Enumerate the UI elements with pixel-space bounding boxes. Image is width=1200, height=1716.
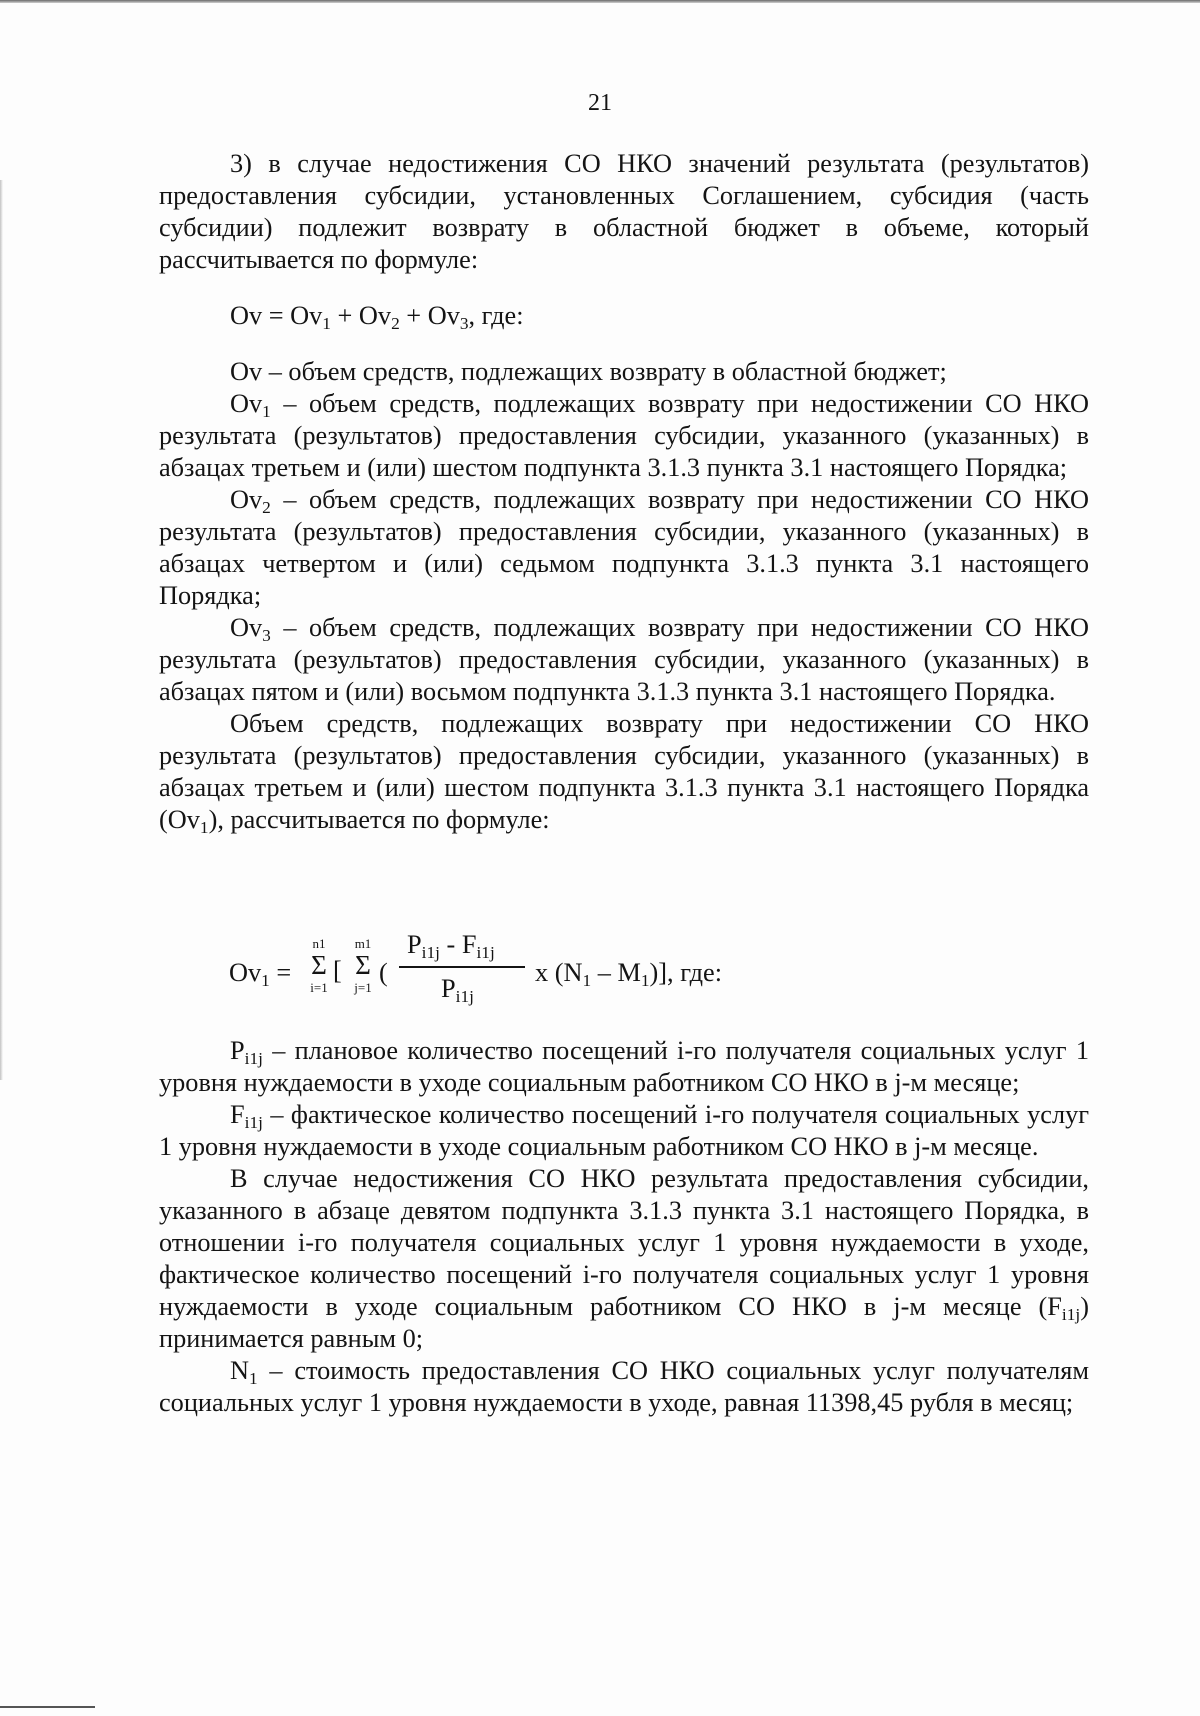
sum-i-upper: n1 [312, 936, 326, 951]
formula-ov1 [229, 930, 869, 1020]
fraction-numerator: $P_{i1j} - F_{i1j}$ [407, 930, 495, 962]
formula-multiplier: x $(N_1 - M_1)$], где: [535, 958, 723, 990]
definition-ov2: $Ov_2$ – объем средств, подлежащих возврату при недостижении СО НКО результата (результатов) предоставления субсидии, указанного (указанных) в абзацах четвертом и (или) седьмом подпункта 3.1.3 пункта 3.1 настоящего Порядка; [159, 485, 1089, 610]
scan-edge-left [0, 180, 3, 1080]
definition-p: $P_{i1j}$ – плановое количество посещений i-го получателя социальных услуг 1 уровня нуждаемости в уходе социальным работником СО НКО в j-м месяце; [159, 1036, 1089, 1097]
page-number: 21 [588, 90, 612, 116]
paragraph-ov1-calc: Объем средств, подлежащих возврату при недостижении СО НКО результата (результатов) предоставления субсидии, указанного (указанных) в абзацах третьем и (или) шестом подпункта 3.1.3 пункта 3.1 настоящего Порядка $(Ov_1)$, рассчитывается по формуле: [159, 709, 1089, 837]
sum-j [351, 938, 375, 1000]
formula-ov: $Ov = Ov_1 + Ov_2 + Ov_3$, где: [230, 301, 524, 333]
definition-ov3: $Ov_3$ – объем средств, подлежащих возврату при недостижении СО НКО результата (результатов) предоставления субсидии, указанного (указанных) в абзацах пятом и (или) восьмом подпункта 3.1.3 пункта 3.1 настоящего Порядка. [159, 613, 1089, 706]
sum-j-upper: m1 [354, 936, 372, 951]
paragraph-intro: 3) в случае недостижения СО НКО значений результата (результатов) предоставления субсидии, установленных Соглашением, субсидия (часть субсидии) подлежит возврату в областной бюджет в объеме, который рассчитывается по формуле: [159, 149, 1089, 274]
sum-j-lower: j=1 [354, 980, 372, 995]
scan-edge-bottom [0, 1706, 95, 1708]
definition-n: $N_1$ – стоимость предоставления СО НКО социальных услуг получателям социальных услуг 1 уровня нуждаемости в уходе, равная 11398,45 рубля в месяц; [159, 1356, 1089, 1417]
open-square-bracket: [ [333, 956, 342, 985]
definition-f: $F_{i1j}$ – фактическое количество посещений i-го получателя социальных услуг 1 уровня нуждаемости в уходе социальным работником СО НКО в j-м месяце. [159, 1100, 1089, 1161]
close-square-bracket: ] [658, 958, 668, 987]
sum-i-lower: i=1 [310, 980, 328, 995]
definition-ov: Ov – объем средств, подлежащих возврату в областной бюджет; [230, 357, 947, 386]
sigma-icon: Σ [311, 950, 327, 980]
definition-ov1: $Ov_1$ – объем средств, подлежащих возврату при недостижении СО НКО результата (результатов) предоставления субсидии, указанного (указанных) в абзацах третьем и (или) шестом подпункта 3.1.3 пункта 3.1 настоящего Порядка; [159, 389, 1089, 482]
open-paren: ( [379, 958, 388, 987]
text-block-top [159, 148, 1089, 836]
formula-lhs: $Ov_1$ = [229, 958, 292, 990]
fraction-line [399, 966, 525, 968]
paragraph-case: В случае недостижения СО НКО результата предоставления субсидии, указанного в абзаце девятом подпункта 3.1.3 пункта 3.1 настоящего Порядка, в отношении i-го получателя социальных услуг 1 уровня нуждаемости в уходе, фактическое количество посещений i-го получателя социальных услуг 1 уровня нуждаемости в уходе социальным работником СО НКО в j-м месяце $(F_{i1j})$ принимается равным 0; [159, 1164, 1089, 1353]
text-block-bottom [159, 1035, 1089, 1419]
sigma-icon: Σ [355, 950, 371, 980]
fraction-denominator: $P_{i1j}$ [441, 974, 474, 1006]
scan-edge-top [0, 0, 1200, 3]
sum-i [307, 938, 331, 1000]
